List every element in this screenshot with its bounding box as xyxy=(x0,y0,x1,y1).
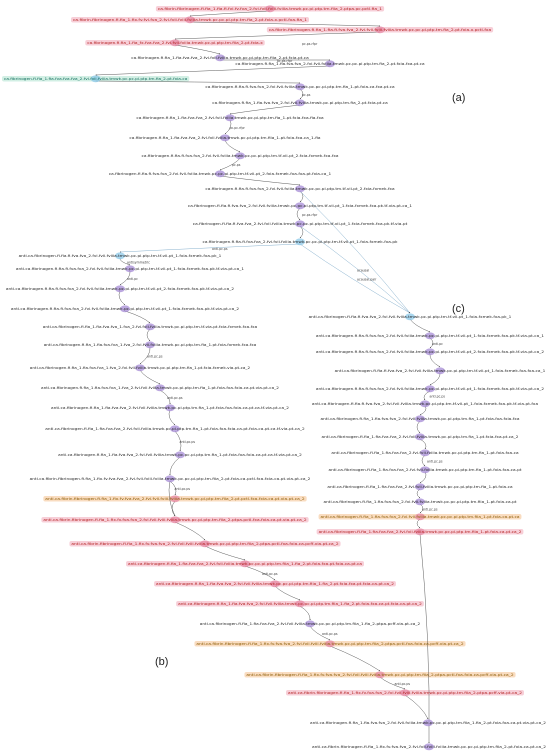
node-label: anti.ca.fibrinogen.fi.fia_1.fia.fva.fva_1.fva_2.fvi.fvii.fviiia.tmwk.pc.pi.ptp.tm.fia_1.pt.fxia-fxa-fxia-ca.pt.via-pt-ca_2 xyxy=(41,386,279,390)
edge-label: anti.pc.ps xyxy=(394,682,411,686)
node-label: ca.fibrinogen.fi.fia_1.fia.fva.fva_2.fvi.fvii.fviiia.tmwk.pc.pi.ptp.tm.fiia_1-pt.fxia-fxa-ca_1-fia xyxy=(129,136,321,140)
node-label: anti.ca.fibrinogen.fi.fia_1.fia.fva.fva_2.fvi.fvii.fviiia.tmwk.pc.pc.pi.ptp.tm.fiia_1.fia_2.pt.fxia-fxa-pt.fxia-ca-pt.ca_2 xyxy=(156,582,394,586)
edge-label: anti.pc.ps xyxy=(429,394,446,399)
edge-label: anti.pc.ps xyxy=(427,459,443,464)
edge xyxy=(205,546,245,560)
node-label: ca.fibrinogen.fi.fia.fi.fva.fva_2.fvi.fvii.fviiia.tmwk.pc.pc.pi.ptp.tm.tf-vii-pt_2.fxia-fxmek-fxa-fxa xyxy=(141,154,339,158)
edge-label: acausal xyxy=(357,268,370,273)
edge-label: anti.pc xyxy=(432,342,443,346)
node-label: anti.ca.fibrinogen.fi.fia_1.fia.fva.fva_1.fva_2.fvi.fvii.fviiia.tmwk.pc.pi.ptp.tm.fia_1.pt.fxia-fxmek-fxa-fxa xyxy=(43,343,257,347)
node-label: anti.ca.fibrinogen.fi.fia_1.fia.fva.fva_2.fvi.fvii.fviiia.tmwk.pc.pc.pi.ptp.tm.fiia_1.fia_2.pt.fxia-fxa-pt.fxia-ca-pt.ca xyxy=(128,562,362,566)
edge xyxy=(140,370,160,384)
edge xyxy=(420,406,426,415)
edges xyxy=(96,11,440,743)
node-label: ca.fibrinogen.fi.fia.fi.fva.fva_2.fvi.fvii.fviiia.tmwk.pc.pc.pi.ptp.tm.tf-vii-pt_2.fxia-fxmek-fxa xyxy=(205,187,395,191)
edge-label: anti.pc xyxy=(127,277,138,281)
node-label: ca.fibrinogen.fi.fia_1.fia.fva.fva_2.fvi.fvii.fviiia.tmwk.pc.pi.ptp.tm.fia_2-pt.fxia-pt.ca xyxy=(212,101,388,105)
node-label: anti.ca.fibrinogen.fi.fia_1.fia.fva.fva_1.fva_2.fvi.fvii.fviiia.tmwk.pc.pi.ptp.tm.tf-via-pt.fxia-fxmek-fxa-fxa xyxy=(42,325,258,329)
node-label: anti.ca.fibrin.fibrinogen.fi.fia_1.fix.fv.fva.fva_2.fvi.fvii.fviii.fviiia.tmwk.pc.pc.pi.ptp.tm.fiia_2-pt.fxia-ca-pt.ca_2 xyxy=(312,745,546,749)
edge xyxy=(297,208,300,220)
node-label: anti.ca.fibrinogen.fi.fia_1.fia.fva.fva_2.fvi.fvii.fviiia.tmwk.pc.pc.pi.ptp.tm.fiia_1-pt.fxia-ca-pt.ca xyxy=(320,515,520,519)
edge-label: anti.pc.ps xyxy=(212,247,228,251)
node-label: ca.fibrinogen.fi.fia.fi.fva.fva_2.fvi.fvii.fviiia.tmwk.pc.pc.pi.ptp.tm.tf-vii-pt_1.fxia-fxmek-fxa-pk.tf-via-pt xyxy=(192,222,408,226)
node-label: anti.ca.fibrinogen.fi.fia_1.fia.fva.fva_2.fvi.fvii.fviiia.tmwk.pc.pi.ptp.tm.fia_1-pt.fxia-fxa-pt.ca_2 xyxy=(321,435,519,439)
edge xyxy=(330,646,380,671)
node-label: anti.ca.fibrinogen.fi.fia_1.fia.fva.fva_2.fvi.fvii.fviiia.tmwk.pc.pc.pi.ptp.tm.fiia_1.fia_2.pt.fxia-fxa-ca.pt.fxia-ca-pt.ca_2 xyxy=(178,602,422,606)
node-label: ca.fibrinogen.fi.fia.fi.fva.fva_2.fvi.fvii.fviiia.tmwk.pc.pc.pi.ptp.tm.tf-vii-pt_2.fxia-fxmek-fxa-fxa-pt.fxia-ca_1 xyxy=(108,172,332,176)
node-label: anti.ca.fibrin.fibrinogen.fi.fia_1.fix.fv.fva.fva_2.fvi.fvii.fviii.fviiia.tmwk.pc.pc.pi.ptp.tm.fiia_2-pt.fxia-ca-pctl-fxa-fxia-ca-pt.via-pt-ca_2 xyxy=(29,477,311,481)
panel-label-b: (b) xyxy=(155,656,169,668)
node-label: anti.ca.fibrin.fibrinogen.fi.fia_1.fix.fv.fva.fva_2.fvi.fvii.fviii.fviiia.tmwk.pc.pi.ptp.tm.fiia_2-ptpa-pctl-fxa-fxia-ca-pt.via-pt-ca_2 xyxy=(43,518,307,522)
node-label: ca.fibrin.fibrinogen.fi.fia_1.fix.fv.fvi.fva_2.fvi.fvii.fviii.fviiia.tmwk.pc.pc.pi.ptp.tm.fia_2-pt.fxia-x.pctl-fxa-fia_1 xyxy=(73,18,307,22)
node-label: ca.fibrinogen.fi.fia_1.fia.fva.fva_2.fvi.fvii.fviiia.tmwk.pc.pi.ptp.tm.fia_1-pt.fxia-fxa-fia-fxa xyxy=(136,116,324,120)
edge-label: anti.pc.ps xyxy=(147,354,163,359)
edge xyxy=(430,354,440,367)
edge-label: anti.pc.ps xyxy=(422,507,438,512)
edge xyxy=(405,695,428,719)
node-label: ca.fibrinogen.fi.fia.fi.fva.fva_2.fvi.fvii.fviiia.tmwk.pc.pc.pi.ptp.tm.fia_1-pt.fxia-ca.fxa.pt.ca xyxy=(205,85,395,89)
edge-label: anti.pc.ps xyxy=(322,632,338,636)
edge xyxy=(190,22,380,26)
edge xyxy=(96,81,300,83)
node-label: anti.ca.fibrinogen.fi.fia.fi.fva.fva_2.fvi.fvii.fviiia.tmwk.pc.pi.ptp.tm.tf-vii-pt_1.fxia-fxmek-fxa-pk.tf-via-pt-ca_2 xyxy=(10,307,240,311)
node-label: anti.ca.fibrinogen.fi.fia.fi.fva.fva_2.fvi.fvii.fviiia.tmwk.pc.pi.ptp.tm.tf-vii-pt_1.fxia-fxmek-fxa-pk_1 xyxy=(18,254,222,258)
edge-label: pc.ps.rfpr xyxy=(277,59,293,63)
node-label: ca.fibrinogen.fi.fia_1.fia.fva.fva.fva_2.fvi.fvii.fviiia.tmwk.pc.pc.pi.ptp.tm.fia_2-pt.fxia-ca xyxy=(4,77,188,81)
edge xyxy=(420,534,429,743)
edge-label: anti.pc.ps xyxy=(174,487,191,491)
edge xyxy=(120,244,300,252)
node-label: anti.ca.fibrinogen.fi.fia.fi.fva.fva_2.fvi.fvii.fviiia.tmwk.pc.pi.ptp.tm.tf-vii-pt_1.fxia-fxmek-fxa-pk.tf-via-pt-ca_1 xyxy=(15,267,245,271)
node-label: anti.ca.fibrin.fibrinogen.fi.fia_1.fix.fv.fva.fva_2.fvi.fvii.fviii.fviiia.tmwk.pc.pi.ptp.tm.fiia_2-ptpa-pctl-fxa-fxia-ca-pcff-via-pt-ca_2 xyxy=(71,542,339,546)
node-label: ca.fibrinogen.fi.fia.fi.fva.fva_2.fvi.fvii.fviiia.tmwk.pc.pc.pi.ptp.tm.tf-vii-pt_1.fxia-fxmek-fxa-pk xyxy=(202,240,399,244)
node-label: anti.ca.fibrinogen.fi.fia_1.fia.fva.fva_2.fvi.fvii.fviiia.tmwk.pc.pi.ptp.tm.fia_1-pt.fxia-fxa-ca xyxy=(331,451,519,455)
node-label: ca.fibrinogen.fi.fia_1.fia.fva.fva_2.fvi.fvii.fviiia.tmwk.pc.pc.pi.ptp.tm.fia_2-pt.fxia-fxa-pt.ca xyxy=(235,62,425,66)
node-label: anti.ca.fibrinogen.fi.fia_1.fia.fva.fva_1.fva_2.fvi.fvii.fviiia.tmwk.pc.pi.ptp.tm.fia_1.pt.fxia-fxmek-via-pt-ca_2 xyxy=(29,366,251,370)
edge xyxy=(96,66,330,75)
node-label: anti.ca.fibrinogen.fi.fia_1.fia.fva.fva_2.fvi.fvii.fviiia.tmwk.pc.pi.ptp.tm.fia_1-pt.fxia-fxa-fxia-ca-pt.ca.tf-via-pt-ca_2 xyxy=(51,406,289,410)
node-label: anti.ca.fibrinogen.fi.fia.fi.fva.fva_2.fvi.fvii.fviiia.tmwk.pc.pi.ptp.tm.tf-vii-pt_1.fxia-fxmek-fxa-pk.tf-via-pt-fxa xyxy=(311,402,539,406)
node-label: ca.fibrinogen.fi.fia_1.fia_fx.fva.fva_2.fvi.fvii.fviiia.tmwk.pc.pi.ptp.tm.fiia_2-pt.fxia-x xyxy=(87,41,264,45)
node-label: ca.fibrinogen.fi.fia.fi.fva.fva_2.fvi.fvii.fviiia.tmwk.pc.pc.pi.ptp.tm.tf-vii-pt_1.fxia-fxmek-fxa-pk.tf-via-pt-ca_1 xyxy=(187,204,413,208)
edge xyxy=(420,472,426,483)
edge-label: antisymmetric xyxy=(127,260,151,265)
edge xyxy=(430,373,440,385)
edge xyxy=(175,32,380,39)
edge xyxy=(410,319,430,332)
edge xyxy=(147,329,150,341)
edge-label: pc.ps.rfpr xyxy=(302,42,318,46)
edge xyxy=(300,191,410,313)
edge-label: pc.pc.rfpr xyxy=(229,126,245,130)
edge-label: anti.pc.ps xyxy=(179,440,196,444)
node-label: anti.ca.fibrinogen.fi.fia_1.fia.fva.fva_2.fvi.fvii.fviiia.tmwk.pc.pi.ptp.tm.fia_1-pt.fxia-fxa-fxia-ca-pt.fxia-ca-pt.ca.tf-via-pt-ca_2 xyxy=(45,427,305,431)
node-label: anti.ca.fibrinogen.fi.fia.fi.fva.fva_2.fvi.fvii.fviiia.tmwk.pc.pi.ptp.tm.tf-vii-pt_2.fxia-fxmek-fxa-pk.tf-via-pt-ca_2 xyxy=(315,350,545,354)
node-label: anti.ca.fibrinogen.fi.fia_1.fia.fva.fva_2.fvi.fvii.fviiia.tmwk.pc.pi.ptp.tm.fia_1-pt.fxia-fxa-ca-pt xyxy=(328,468,523,472)
edge xyxy=(220,176,300,185)
edge xyxy=(300,606,310,620)
node-label: anti.ca.fibrin.fibrinogen.fi.fia_1.fix.fv.fva.fva_2.fvi.fvii.fviii.fviiia.tmwk.pc.pi.ptp.tm.fiia_2-ptpa-pctl-fxa-fxia-ca-pcff-via-pt-ca_2 xyxy=(246,673,514,677)
edge xyxy=(170,457,180,475)
node-label: anti.ca.fibrinogen.fi.fia_1.fia.fva.fva_2.fvi.fvii.fviiia.tmwk.pc.pc.pi.ptp.tm.fiia_1.fia_2-ptpa-pcff-via-pt-ca_2 xyxy=(199,622,421,626)
node-label: anti.ca.fibrinogen.fi.fia.fi.fva.fva_2.fvi.fvii.fviiia.tmwk.pc.pi.ptp.tm.tf-vii-pt_1.fxia-fxmek-fxa-fxa-ca_1 xyxy=(334,369,546,373)
edge xyxy=(175,45,220,54)
edge-label: pc.ps.rfpr xyxy=(302,213,318,217)
edge-label: pc.ps xyxy=(232,163,241,167)
node-label: ca.fibrinogen.fi.fia_1.fia.fva.fva_2.fvi.fvii.fviiia.tmwk.pc.pi.ptp.tm.fiia_2-pt.fxia-pt.ca xyxy=(131,56,309,60)
edge-label: anti.pc.ps xyxy=(167,396,183,400)
edge xyxy=(300,244,410,313)
edge xyxy=(275,586,300,600)
node-label: anti.ca.fibrinogen.fi.fia.fi.fva.fva_2.fvi.fvii.fviiia.tmwk.pc.pi.ptp.tm.tf-vii-pt_1.fxia-fxmek-fxa-pk.tf-via-pt-ca_1 xyxy=(315,334,545,338)
node-label: anti.ca.fibrinogen.fi.fia.fi.fva.fva_2.fvi.fvii.fviiia.tmwk.pc.pi.ptp.tm.tf-vii-pt_2.fxia-fxmek-fxa-pk.tf-via-pt-ca_2 xyxy=(5,287,235,291)
edge xyxy=(417,519,420,528)
panel-label-c: (c) xyxy=(452,303,465,315)
edge-label: pc.ps xyxy=(302,93,311,97)
panel-label-a: (a) xyxy=(452,92,466,104)
node-label: anti.ca.fibrin.fibrinogen.fi.fia_1.fix.fv.fva.fva_2.fvi.fvii.fviii.fviiia.tmwk.pc.pi.ptp.tm.fiia_2-ptpa-pctl-fxa-fxia-ca-pcff-via-pt-ca_2 xyxy=(196,642,464,646)
edge-label: acausal.pair xyxy=(357,277,377,282)
edge xyxy=(417,489,420,498)
node-label: anti.ca.fibrinogen.fi.fia.fi.fva.fva_2.fvi.fvii.fviiia.tmwk.pc.pi.ptp.tm.tf-vii-pt_1.fxia-fxmek-fxa-pk.tf-via-pt-ca_2 xyxy=(315,387,545,391)
nodes xyxy=(4,7,546,749)
edge xyxy=(175,522,205,540)
edge xyxy=(422,455,425,466)
edge xyxy=(125,311,150,323)
edge-label: anti.pc.ps xyxy=(262,572,278,576)
edge xyxy=(417,421,420,433)
node-label: anti.ca.fibrinogen.fi.fia.fi.fva.fva_2.fvi.fvii.fviiia.tmwk.pc.pi.ptp.tm.tf-vii-pt_1.fxia-fxmek-fxa-pk_1 xyxy=(308,315,512,319)
node-label: anti.ca.fibrinogen.fi.fia_1.fia.fva.fva_2.fvi.fvii.fviiia.tmwk.pc.pc.pi.ptp.tm.fiia_1-pt.fxia-ca-pt xyxy=(323,500,518,504)
node-label: anti.ca.fibrinogen.fi.fia_1.fia.fva.fva_2.fvi.fvii.fviiia.tmwk.pc.pc.pi.ptp.tm.fiia_1-pt.fxia-ca-pt.ca_2 xyxy=(318,530,522,534)
edge xyxy=(119,291,125,305)
edge xyxy=(190,11,270,16)
node-label: anti.ca.fibrin.fibrinogen.fi.fia_1.fix.fv.fva.fva_2.fvi.fvii.fviii.fviiia.tmwk.pc.pi.ptp.tm.fiia_2-ptpa-pcff-via-pt-ca_2 xyxy=(288,691,522,695)
edge xyxy=(225,140,240,152)
node-label: anti.ca.fibrinogen.fi.fia_1.fia.fva.fva_2.fvi.fvii.fviiia.tmwk.pc.pc.pi.ptp.tm.fia_1-pt.fxia-fxa-fxia-ca-pt.ca.tf-via-pt-ca_2 xyxy=(58,453,302,457)
edge xyxy=(420,439,426,449)
node-label: ca.fibrin.fibrinogen.fi.fia_1.fia.fi.fva.fva_2.fvi.fvii.fviii.fviiia.tmwk.pc.pc.pi.ptp.tm.fia_2-pt.fxia-x.pctl-fxa xyxy=(268,28,492,32)
node-label: anti.ca.fibrin.fibrinogen.fi.fia_1.fix.fv.fva.fva_2.fvi.fvii.fviii.fviiia.tmwk.pc.pi.ptp.tm.fiia_2-pt.pctl-fxa-fxia-ca-pt.via-pt-ca_2 xyxy=(45,497,305,501)
node-label: anti.ca.fibrinogen.fi.fia_1.fia.fva.fva_2.fvi.fvii.fviiia.tmwk.pc.pi.ptp.tm.fia_1-pt.fxia-fxa-fxia-fxa xyxy=(320,417,520,421)
node-label: anti.ca.fibrinogen.fi.fia_1.fia.fva.fva_2.fvi.fvii.fviiia.tmwk.pc.pc.pi.ptp.tm.fia_1-pt.fxia-ca xyxy=(327,485,513,489)
edge xyxy=(172,501,175,516)
node-label: anti.ca.fibrinogen.fi.fia_1.fia.fva.fva_2.fvi.fvii.fviiia.tmwk.pc.pc.pi.ptp.tm.fiia_1.fia_2-pt.fxia-fxa-ca-pt.via-pt-ca_2 xyxy=(310,721,546,725)
edge xyxy=(230,105,300,114)
edge xyxy=(169,410,175,425)
node-label: ca.fibrin.fibrinogen.fi.fia_1.fia.fi.fvi.fv.fva_2.fvi.fvii.fviii.fviiia.tmwk.pc.pi.ptp.tm.fiia_2.ptpa.pc.pctl.fia_1 xyxy=(157,7,383,11)
